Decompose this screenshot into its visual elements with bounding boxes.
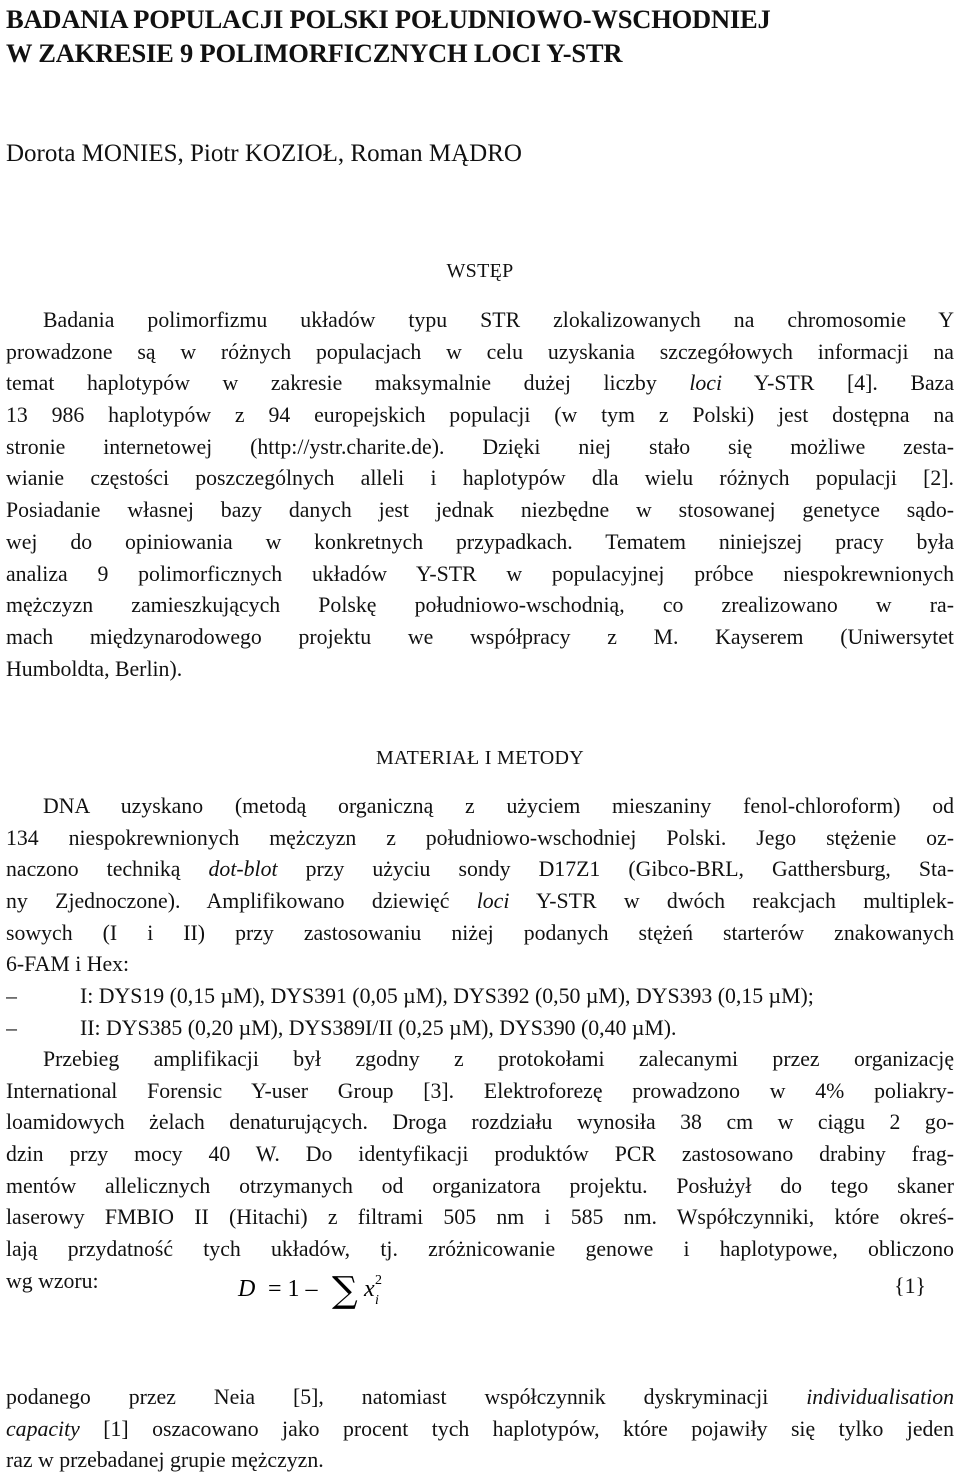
text-line	[6, 1382, 954, 1414]
text-line	[6, 1414, 954, 1446]
formula-lhs: D	[238, 1276, 256, 1302]
text-line: 13 986 haplotypów z 94 europejskich populacji (w tym z Polski) jest dostępna na	[6, 403, 954, 428]
formula-variable: x	[364, 1276, 375, 1302]
text-line: dzin przy mocy 40 W. Do identyfikacji produktów PCR zastosowano drabiny frag-	[6, 1142, 954, 1167]
text-line: stronie internetowej (http://ystr.charite.de). Dzięki niej stało się możliwe zesta-	[6, 434, 954, 459]
italic-term: capacity	[6, 1416, 80, 1441]
text-run: podanego przez Neia [5], natomiast współczynnik dyskryminacji	[6, 1385, 807, 1409]
italic-term: loci	[689, 371, 723, 396]
text-line: mach międzynarodowego projektu we współpracy z M. Kayserem (Uniwersytet	[6, 624, 954, 649]
text-line: prowadzone są w różnych populacjach w celu uzyskania szczegółowych informacji na	[6, 339, 954, 364]
text-line: International Forensic Y-user Group [3]. Elektroforezę prowadzono w 4% poliakry-	[6, 1078, 954, 1103]
formula-equals: = 1 –	[268, 1276, 318, 1302]
italic-term: loci	[476, 889, 510, 914]
methods-paragraph-2	[6, 1044, 954, 1298]
formula-subscript: i	[375, 1293, 379, 1308]
text-line: 134 niespokrewnionych mężczyzn z południowo-wschodniej Polski. Jego stężenie oz-	[6, 825, 954, 850]
text-line: 6-FAM i Hex:	[6, 952, 130, 977]
formula-graphic	[6, 1264, 954, 1312]
text-line: analiza 9 polimorficznych układów Y-STR w populacyjnej próbce niespokrewnionych	[6, 561, 954, 586]
text-line: raz w przebadanej grupie mężczyzn.	[6, 1448, 324, 1473]
diversity-formula	[6, 1264, 954, 1312]
italic-term: dot-blot	[208, 857, 278, 882]
intro-paragraph	[6, 305, 954, 685]
list-dash: –	[6, 1015, 17, 1040]
author-list: Dorota MONIES, Piotr KOZIOŁ, Roman MĄDRO	[6, 140, 522, 167]
text-line: mężczyzn zamieszkujących Polskę południowo-wschodnią, co zrealizowano w ra-	[6, 593, 954, 618]
methods-paragraph-1	[6, 791, 954, 981]
list-dash: –	[6, 984, 17, 1008]
primer-list	[6, 981, 954, 1044]
text-line	[6, 854, 954, 886]
text-run: ny Zjednoczone). Amplifikowano dziewięć	[6, 889, 477, 914]
text-line: mentów allelicznych otrzymanych od organizatora projektu. Posłużył do tego skaner	[6, 1173, 954, 1198]
text-run: Y-STR w dwóch reakcjach multiplek-	[509, 889, 954, 914]
text-line: loamidowych żelach denaturujących. Droga rozdziału wynosiła 38 cm w ciągu 2 go-	[6, 1110, 954, 1135]
methods-paragraph-3	[6, 1382, 954, 1477]
text-line: lają przydatność tych układów, tj. zróżnicowanie genowe i haplotypowe, obliczono	[6, 1237, 954, 1262]
text-line: sowych (I i II) przy zastosowaniu niżej podanych stężeń starterów znakowanych	[6, 920, 954, 945]
section-heading-intro: WSTĘP	[446, 260, 514, 282]
primer-list-text: II: DYS385 (0,20 µM), DYS389I/II (0,25 µM), DYS390 (0,40 µM).	[80, 1015, 677, 1040]
formula-superscript: 2	[375, 1273, 382, 1288]
text-line: DNA uzyskano (metodą organiczną z użyciem mieszaniny fenol-chloroform) od	[43, 794, 954, 818]
title-line-2: W ZAKRESIE 9 POLIMORFICZNYCH LOCI Y-STR	[6, 38, 623, 68]
primer-list-item	[6, 1013, 954, 1045]
text-line: Przebieg amplifikacji był zgodny z protokołami zalecanymi przez organizację	[43, 1047, 954, 1071]
text-line	[6, 886, 954, 918]
text-run: temat haplotypów w zakresie maksymalnie dużej liczby	[6, 371, 690, 396]
text-line: Humboldta, Berlin).	[6, 656, 183, 681]
text-line: wg wzoru:	[6, 1268, 99, 1293]
text-line: Badania polimorfizmu układów typu STR zlokalizowanych na chromosomie Y	[43, 308, 954, 332]
text-line: laserowy FMBIO II (Hitachi) z filtrami 505 nm i 585 nm. Współczynniki, które okreś-	[6, 1205, 954, 1230]
text-line: wej do opiniowania w konkretnych przypadkach. Tematem niniejszej pracy była	[6, 529, 954, 554]
text-run: [1] oszacowano jako procent tych haplotypów, które pojawiły się tylko jeden	[79, 1416, 954, 1441]
text-run: naczono techniką	[6, 857, 209, 882]
title-line-1: BADANIA POPULACJI POLSKI POŁUDNIOWO-WSCHODNIEJ	[6, 4, 771, 34]
formula-number: {1}	[894, 1274, 926, 1298]
italic-term: individualisation	[806, 1385, 954, 1409]
primer-list-text: I: DYS19 (0,15 µM), DYS391 (0,05 µM), DYS392 (0,50 µM), DYS393 (0,15 µM);	[80, 984, 814, 1008]
article-title	[6, 2, 954, 70]
text-run: przy użyciu sondy D17Z1 (Gibco-BRL, Gatthersburg, Sta-	[277, 857, 954, 882]
formula-sum-sign: ∑	[332, 1270, 358, 1311]
primer-list-item	[6, 981, 954, 1013]
text-line: wianie częstości poszczególnych alleli i haplotypów dla wielu różnych populacji [2].	[6, 466, 954, 491]
text-line	[6, 368, 954, 400]
text-run: Y-STR [4]. Baza	[722, 371, 954, 396]
text-line: Posiadanie własnej bazy danych jest jednak niezbędne w stosowanej genetyce sądo-	[6, 498, 954, 523]
section-heading-methods: MATERIAŁ I METODY	[375, 747, 585, 769]
